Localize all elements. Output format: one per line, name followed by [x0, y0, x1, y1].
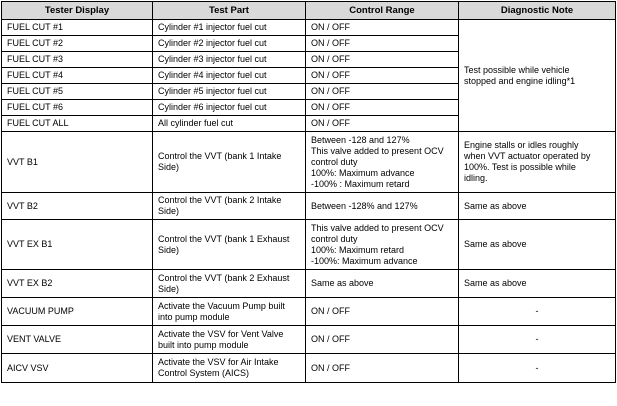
header-row: [2, 2, 616, 20]
cell-control-range: ON / OFF: [306, 84, 459, 100]
cell-control-range: ON / OFF: [306, 354, 459, 383]
cell-tester-display: VENT VALVE: [2, 326, 153, 354]
header-test-part: Test Part: [153, 2, 306, 20]
cell-test-part: Control the VVT (bank 2 Intake Side): [153, 193, 306, 220]
cell-diagnostic-note-fuel-cut: Test possible while vehicle stopped and engine idling*1: [459, 20, 616, 132]
cell-control-range: Same as above: [306, 270, 459, 298]
cell-control-range: ON / OFF: [306, 36, 459, 52]
cell-diagnostic-note: Same as above: [459, 270, 616, 298]
cell-tester-display: AICV VSV: [2, 354, 153, 383]
cell-tester-display: FUEL CUT #6: [2, 100, 153, 116]
cell-test-part: Cylinder #6 injector fuel cut: [153, 100, 306, 116]
header-diagnostic-note: Diagnostic Note: [459, 2, 616, 20]
table-row: [2, 354, 616, 383]
table-row: [2, 20, 616, 36]
cell-tester-display: FUEL CUT #5: [2, 84, 153, 100]
table-row: [2, 132, 616, 193]
cell-diagnostic-note: -: [459, 354, 616, 383]
cell-test-part: Cylinder #4 injector fuel cut: [153, 68, 306, 84]
cell-control-range: Between -128 and 127% This valve added to present OCV control duty 100%: Maximum advance -100% : Maximum retard: [306, 132, 459, 193]
header-tester-display: Tester Display: [2, 2, 153, 20]
table-row: [2, 220, 616, 270]
table-row: [2, 298, 616, 326]
cell-test-part: Cylinder #5 injector fuel cut: [153, 84, 306, 100]
table-row: [2, 270, 616, 298]
cell-control-range: ON / OFF: [306, 298, 459, 326]
cell-control-range: ON / OFF: [306, 20, 459, 36]
table-row: [2, 326, 616, 354]
cell-control-range: ON / OFF: [306, 68, 459, 84]
cell-test-part: Cylinder #3 injector fuel cut: [153, 52, 306, 68]
cell-tester-display: VVT EX B2: [2, 270, 153, 298]
cell-tester-display: VACUUM PUMP: [2, 298, 153, 326]
cell-tester-display: FUEL CUT #1: [2, 20, 153, 36]
cell-test-part: Cylinder #2 injector fuel cut: [153, 36, 306, 52]
cell-diagnostic-note: -: [459, 298, 616, 326]
cell-diagnostic-note: Engine stalls or idles roughly when VVT actuator operated by 100%. Test is possible while idling.: [459, 132, 616, 193]
cell-tester-display: FUEL CUT ALL: [2, 116, 153, 132]
cell-test-part: All cylinder fuel cut: [153, 116, 306, 132]
cell-tester-display: FUEL CUT #4: [2, 68, 153, 84]
table-row: [2, 193, 616, 220]
cell-test-part: Activate the VSV for Air Intake Control System (AICS): [153, 354, 306, 383]
cell-diagnostic-note: Same as above: [459, 193, 616, 220]
cell-tester-display: VVT B1: [2, 132, 153, 193]
cell-control-range: ON / OFF: [306, 52, 459, 68]
cell-test-part: Cylinder #1 injector fuel cut: [153, 20, 306, 36]
active-test-table: [1, 1, 616, 383]
cell-diagnostic-note: -: [459, 326, 616, 354]
cell-tester-display: VVT B2: [2, 193, 153, 220]
cell-diagnostic-note: Same as above: [459, 220, 616, 270]
cell-control-range: ON / OFF: [306, 326, 459, 354]
header-control-range: Control Range: [306, 2, 459, 20]
cell-control-range: Between -128% and 127%: [306, 193, 459, 220]
cell-test-part: Activate the Vacuum Pump built into pump module: [153, 298, 306, 326]
cell-control-range: ON / OFF: [306, 100, 459, 116]
cell-control-range: ON / OFF: [306, 116, 459, 132]
cell-test-part: Control the VVT (bank 1 Intake Side): [153, 132, 306, 193]
cell-test-part: Control the VVT (bank 1 Exhaust Side): [153, 220, 306, 270]
cell-test-part: Control the VVT (bank 2 Exhaust Side): [153, 270, 306, 298]
cell-tester-display: VVT EX B1: [2, 220, 153, 270]
cell-tester-display: FUEL CUT #3: [2, 52, 153, 68]
cell-tester-display: FUEL CUT #2: [2, 36, 153, 52]
cell-control-range: This valve added to present OCV control duty 100%: Maximum retard -100%: Maximum advance: [306, 220, 459, 270]
cell-test-part: Activate the VSV for Vent Valve built into pump module: [153, 326, 306, 354]
